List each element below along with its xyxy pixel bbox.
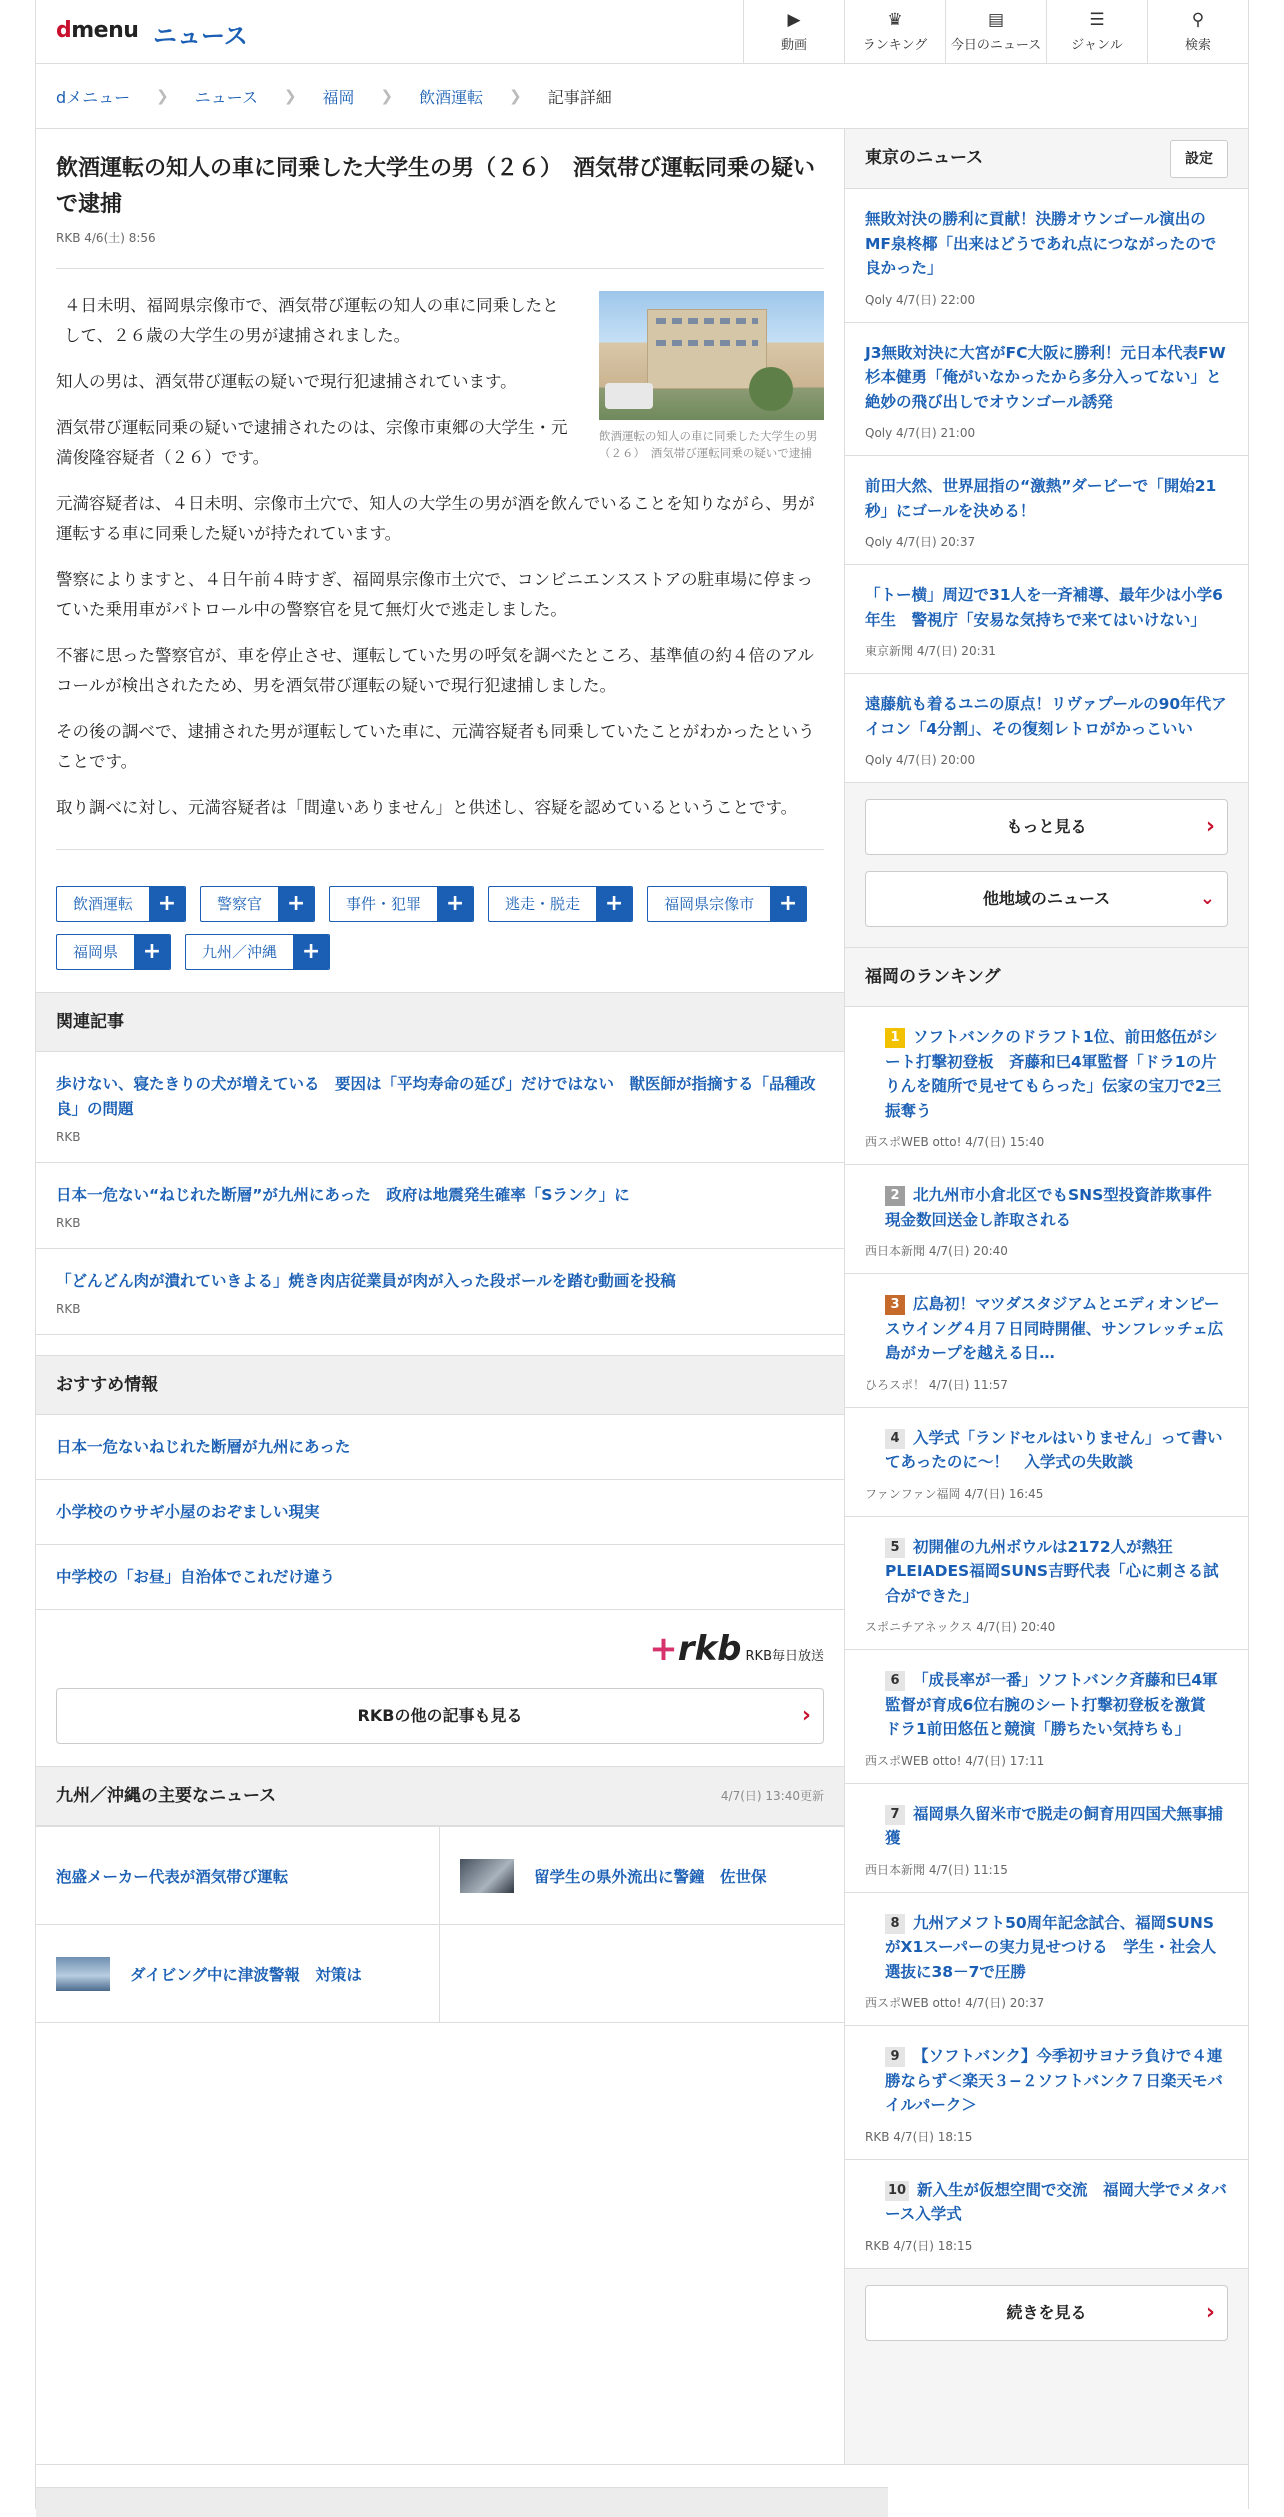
rank-badge: 1	[885, 1028, 905, 1048]
breadcrumb-fukuoka[interactable]: 福岡	[322, 87, 355, 107]
rkb-logo[interactable]	[649, 1629, 824, 1669]
ranking-source: 西日本新聞 4/7(日) 20:40	[865, 1244, 1008, 1258]
settings-button[interactable]: 設定	[1170, 140, 1228, 178]
tag-label[interactable]: 飲酒運転	[73, 895, 134, 913]
plus-icon[interactable]: +	[278, 887, 314, 921]
article-paragraph: 不審に思った警察官が、車を停止させ、運転していた男の呼気を調べたところ、基準値の約４倍のアルコールが検出されたため、男を酒気帯び運転の疑いで現行犯逮捕しました。	[56, 646, 814, 695]
related-item[interactable]	[36, 1249, 844, 1335]
ranking-item[interactable]	[845, 1893, 1248, 2027]
article-paragraph: ４日未明、福岡県宗像市で、酒気帯び運転の知人の車に同乗したとして、２６歳の大学生の男が逮捕されました。	[64, 296, 559, 345]
plus-icon[interactable]: +	[596, 887, 632, 921]
rkb-logo-mark: +rkb	[649, 1629, 742, 1669]
other-region-button[interactable]	[865, 871, 1228, 927]
regional-item-empty	[440, 1924, 844, 2022]
tag[interactable]	[200, 886, 315, 922]
ranking-icon: ♛	[887, 10, 903, 30]
breadcrumb-current: 記事詳細	[547, 87, 612, 107]
ranking-item[interactable]	[845, 2160, 1248, 2269]
rank-badge: 4	[885, 1429, 905, 1449]
logo-menu: menu	[71, 18, 139, 43]
nav-search-label: 検索	[1184, 38, 1211, 53]
main-column	[36, 129, 844, 2023]
nav-ranking-label: ランキング	[862, 38, 928, 53]
search-icon: ⚲	[1191, 10, 1205, 30]
regional-updated: 4/7(日) 13:40更新	[720, 1789, 824, 1803]
rank-badge: 10	[885, 2181, 909, 2201]
ranking-title[interactable]: 北九州市小倉北区でもSNS型投資詐欺事件 現金数回送金し詐取される	[885, 1186, 1228, 1229]
ranking-item[interactable]	[845, 2026, 1248, 2160]
ranking-source: 西日本新聞 4/7(日) 11:15	[865, 1862, 1008, 1877]
rank-badge: 5	[885, 1538, 905, 1558]
rank-badge: 3	[885, 1295, 905, 1315]
ranking-source: RKB 4/7(日) 18:15	[865, 2129, 973, 2144]
nav-today-label: 今日のニュース	[950, 38, 1042, 53]
tag-label[interactable]: 福岡県宗像市	[664, 895, 755, 913]
news-title[interactable]: J3無敗対決に大宮がFC大阪に勝利！元日本代表FW杉本健勇「俺がいなかったから多分入ってない」と絶妙の飛び出しでオウンゴール誘発	[865, 343, 1226, 411]
article-photo[interactable]	[599, 291, 824, 420]
related-title[interactable]: 「どんどん肉が潰れていきよる」焼き肉店従業員が肉が入った段ボールを踏む動画を投稿	[56, 1272, 676, 1290]
nav-ranking[interactable]	[844, 0, 945, 63]
nav-genre[interactable]	[1046, 0, 1147, 63]
site-header	[36, 0, 1248, 64]
news-source: Qoly 4/7(日) 21:00	[865, 426, 976, 440]
recommend-heading: おすすめ情報	[36, 1355, 844, 1415]
ranking-item[interactable]	[845, 1408, 1248, 1517]
regional-item-title[interactable]: ダイビング中に津波警報 対策は	[130, 1965, 362, 1984]
plus-icon[interactable]: +	[293, 935, 329, 969]
tag[interactable]	[56, 934, 171, 970]
ranking-title[interactable]: 初開催の九州ボウルは2172人が熱狂 PLEIADES福岡SUNS吉野代表「心に刺さる試合ができた」	[885, 1537, 1219, 1605]
regional-heading	[36, 1766, 844, 1826]
regional-item[interactable]	[440, 1826, 844, 1924]
tag-label[interactable]: 福岡県	[73, 943, 119, 961]
regional-item[interactable]	[36, 1826, 440, 1924]
nav-genre-label: ジャンル	[1071, 38, 1123, 53]
recommend-item[interactable]: 日本一危ないねじれた断層が九州にあった	[36, 1415, 844, 1480]
ranking-more-label: 続きを見る	[1006, 2302, 1087, 2322]
regional-item-title[interactable]: 泡盛メーカー代表が酒気帯び運転	[56, 1867, 289, 1886]
tokyo-news-heading	[845, 129, 1248, 189]
tag-label[interactable]: 九州／沖縄	[202, 943, 278, 961]
ranking-more-button[interactable]	[865, 2285, 1228, 2341]
ranking-source: RKB 4/7(日) 18:15	[865, 2238, 973, 2253]
regional-heading-label: 九州／沖縄の主要なニュース	[56, 1786, 277, 1806]
tokyo-news-item[interactable]	[845, 456, 1248, 565]
ranking-item[interactable]	[845, 1784, 1248, 1893]
page-bottom	[36, 2464, 1248, 2509]
article-figure	[599, 291, 824, 462]
chevron-right-icon: ›	[1205, 2299, 1215, 2325]
news-title[interactable]: 前田大然、世界屈指の“激熱”ダービーで「開始21秒」にゴールを決める！	[865, 477, 1217, 520]
ranking-source: スポニチアネックス 4/7(日) 20:40	[865, 1620, 1056, 1634]
related-item[interactable]	[36, 1052, 844, 1163]
rank-badge: 2	[885, 1186, 905, 1206]
chevron-right-icon: ❯	[283, 87, 297, 105]
logo-d: d	[56, 18, 72, 43]
news-title[interactable]: 無敗対決の勝利に貢献！決勝オウンゴール演出のMF泉柊椰「出来はどうであれ点につながったので良かった」	[865, 210, 1217, 277]
regional-grid	[36, 1826, 844, 2023]
ranking-source: 西スポWEB otto! 4/7(日) 20:37	[865, 1996, 1045, 2010]
breadcrumb-drunk-driving[interactable]: 飲酒運転	[419, 87, 484, 107]
related-source: RKB	[56, 1216, 81, 1230]
ranking-item[interactable]	[845, 1165, 1248, 1274]
related-heading: 関連記事	[36, 992, 844, 1052]
tag-label[interactable]: 逃走・脱走	[505, 895, 581, 913]
ranking-title[interactable]: 広島初！マツダスタジアムとエディオンピースウイング４月７日同時開催、サンフレッチェ広島がカープを越える日…	[885, 1295, 1224, 1362]
page	[35, 0, 1249, 2509]
recommend-item[interactable]: 小学校のウサギ小屋のおぞましい現実	[36, 1480, 844, 1545]
breadcrumb-news[interactable]: ニュース	[194, 87, 258, 107]
related-source: RKB	[56, 1130, 81, 1144]
ranking-title[interactable]: 九州アメフト50周年記念試合、福岡SUNSがX1スーパーの実力見せつける 学生・社会人選抜に38－7で圧勝	[885, 1913, 1217, 1981]
related-item[interactable]	[36, 1163, 844, 1249]
news-thumbnail[interactable]	[460, 1859, 514, 1893]
tag-label[interactable]: 警察官	[217, 895, 263, 913]
rank-badge: 7	[885, 1805, 905, 1825]
ranking-source: 西スポWEB otto! 4/7(日) 17:11	[865, 1753, 1045, 1768]
tag[interactable]	[329, 886, 474, 922]
news-source: Qoly 4/7(日) 22:00	[865, 292, 976, 307]
ranking-source: ファンファン福岡 4/7(日) 16:45	[865, 1486, 1044, 1501]
nav-video[interactable]	[743, 0, 844, 63]
chevron-right-icon: ›	[1205, 814, 1215, 839]
article-paragraph: その後の調べで、逮捕された男が運転していた車に、元満容疑者も同乗していたことがわかったということです。	[56, 722, 815, 771]
rank-badge: 9	[885, 2047, 905, 2067]
dmenu-logo[interactable]	[56, 18, 138, 43]
tag[interactable]	[185, 934, 330, 970]
video-icon: ▶	[787, 10, 801, 30]
article-paragraph: 元満容疑者は、４日未明、宗像市土穴で、知人の大学生の男が酒を飲んでいることを知りながら、男が運転する車に同乗した疑いが持たれています。	[56, 494, 815, 543]
rkb-logo-row	[36, 1610, 844, 1688]
rank-badge: 6	[885, 1671, 905, 1691]
article-paragraph: 警察によりますと、４日午前４時すぎ、福岡県宗像市土穴で、コンビニエンスストアの駐車場に停まっていた乗用車がパトロール中の警察官を見て無灯火で逃走しました。	[56, 570, 814, 619]
plus-icon[interactable]: +	[134, 935, 170, 969]
article-meta: RKB 4/6(土) 8:56	[56, 229, 824, 269]
news-title[interactable]: 遠藤航も着るユニの原点！リヴァプールの90年代アイコン「4分割」、その復刻レトロがかっこいい	[865, 695, 1227, 738]
news-title[interactable]: 「トー横」周辺で31人を一斉補導、最年少は小学6年生 警視庁「安易な気持ちで来てはいけない」	[865, 586, 1223, 629]
plus-icon[interactable]: +	[770, 887, 806, 921]
article-paragraph: 知人の男は、酒気帯び運転の疑いで現行犯逮捕されています。	[56, 372, 517, 391]
rank-badge: 8	[885, 1914, 905, 1934]
chevron-right-icon: ❯	[380, 87, 394, 105]
ranking-title[interactable]: 福岡県久留米市で脱走の飼育用四国犬無事捕獲	[885, 1804, 1224, 1847]
chevron-right-icon: ❯	[509, 87, 522, 105]
rkb-more-button[interactable]	[56, 1688, 824, 1744]
tag-label[interactable]: 事件・犯罪	[346, 895, 422, 913]
plus-icon[interactable]: +	[437, 887, 473, 921]
regional-item[interactable]	[36, 1924, 440, 2022]
recommend-item[interactable]: 中学校の「お昼」自治体でこれだけ違う	[36, 1545, 844, 1610]
tag-list	[56, 849, 824, 992]
news-logo[interactable]: ニュース	[153, 22, 248, 50]
nav-today[interactable]	[945, 0, 1046, 63]
tokyo-news-item[interactable]	[845, 674, 1248, 783]
tag[interactable]	[56, 886, 186, 922]
plus-icon[interactable]: +	[149, 887, 185, 921]
tokyo-more-label: もっと見る	[1006, 817, 1087, 836]
breadcrumb	[36, 64, 1248, 129]
genre-icon: ☰	[1089, 10, 1105, 30]
news-source: 東京新聞 4/7(日) 20:31	[865, 644, 996, 658]
ranking-item[interactable]	[845, 1650, 1248, 1784]
tokyo-news-item[interactable]	[845, 565, 1248, 674]
related-title[interactable]: 日本一危ない“ねじれた断層”が九州にあった 政府は地震発生確率「Sランク」に	[56, 1186, 630, 1204]
rkb-more-label: RKBの他の記事も見る	[357, 1706, 523, 1725]
tokyo-more-button[interactable]	[865, 799, 1228, 855]
tokyo-heading-label: 東京のニュース	[865, 148, 984, 168]
header-nav	[743, 0, 1248, 63]
nav-video-label: 動画	[780, 38, 807, 53]
article-paragraph: 取り調べに対し、元満容疑者は「間違いありません」と供述し、容疑を認めているということです。	[56, 798, 798, 817]
chevron-right-icon: ›	[801, 1703, 811, 1728]
bottom-section-bar	[36, 2487, 888, 2517]
ranking-title[interactable]: 入学式「ランドセルはいりません」って書いてあったのに～！ 入学式の失敗談	[885, 1428, 1223, 1471]
related-source: RKB	[56, 1302, 81, 1316]
photo-caption: 飲酒運転の知人の車に同乗した大学生の男（２６） 酒気帯び運転同乗の疑いで逮捕	[599, 429, 818, 460]
tag[interactable]	[488, 886, 633, 922]
chevron-right-icon: ❯	[156, 87, 169, 105]
ranking-source: ひろスポ！ 4/7(日) 11:57	[865, 1377, 1008, 1392]
regional-item-title[interactable]: 留学生の県外流出に警鐘 佐世保	[534, 1867, 767, 1886]
article	[36, 129, 844, 992]
news-thumbnail[interactable]	[56, 1957, 110, 1991]
nav-search[interactable]	[1147, 0, 1248, 63]
tokyo-news-item[interactable]	[845, 323, 1248, 457]
breadcrumb-dmenu[interactable]: dメニュー	[56, 87, 131, 107]
article-paragraph: 酒気帯び運転同乗の疑いで逮捕されたのは、宗像市東郷の大学生・元満俊隆容疑者（２６）です。	[56, 418, 568, 467]
article-title: 飲酒運転の知人の車に同乗した大学生の男（２６） 酒気帯び運転同乗の疑いで逮捕	[56, 156, 816, 217]
news-source: Qoly 4/7(日) 20:00	[865, 753, 976, 767]
sidebar	[844, 129, 1248, 2464]
ranking-source: 西スポWEB otto! 4/7(日) 15:40	[865, 1135, 1045, 1149]
chevron-down-icon: ⌄	[1199, 888, 1215, 909]
ranking-title[interactable]: ソフトバンクのドラフト1位、前田悠伍がシート打撃初登板 斉藤和巳4軍監督「ドラ1の片りんを随所で見せてもらった」伝家の宝刀で2三振奪う	[885, 1028, 1222, 1120]
ranking-item[interactable]	[845, 1517, 1248, 1651]
ranking-item[interactable]	[845, 1007, 1248, 1165]
today-icon: ▤	[987, 10, 1005, 30]
tokyo-news-item[interactable]	[845, 189, 1248, 323]
related-title[interactable]: 歩けない、寝たきりの犬が増えている 要因は「平均寿命の延び」だけではない 獣医師が指摘する「品種改良」の問題	[56, 1075, 816, 1118]
ranking-heading: 福岡のランキング	[845, 947, 1248, 1007]
article-body	[56, 291, 824, 992]
ranking-title[interactable]: 新入生が仮想空間で交流 福岡大学でメタバース入学式	[885, 2180, 1227, 2223]
news-source: Qoly 4/7(日) 20:37	[865, 535, 976, 549]
rkb-logo-name: RKB毎日放送	[745, 1649, 824, 1664]
other-region-label: 他地域のニュース	[982, 889, 1111, 908]
tag[interactable]	[647, 886, 807, 922]
ranking-title[interactable]: 「成長率が一番」ソフトバンク斉藤和巳4軍監督が育成6位右腕のシート打撃初登板を激賞 ドラ1前田悠伍と競演「勝ちたい気持ちも」	[885, 1671, 1222, 1738]
ranking-item[interactable]	[845, 1274, 1248, 1408]
ranking-title[interactable]: 【ソフトバンク】今季初サヨナラ負けで４連勝ならず＜楽天３−２ソフトバンク７日楽天モバイルパーク＞	[885, 2047, 1223, 2114]
